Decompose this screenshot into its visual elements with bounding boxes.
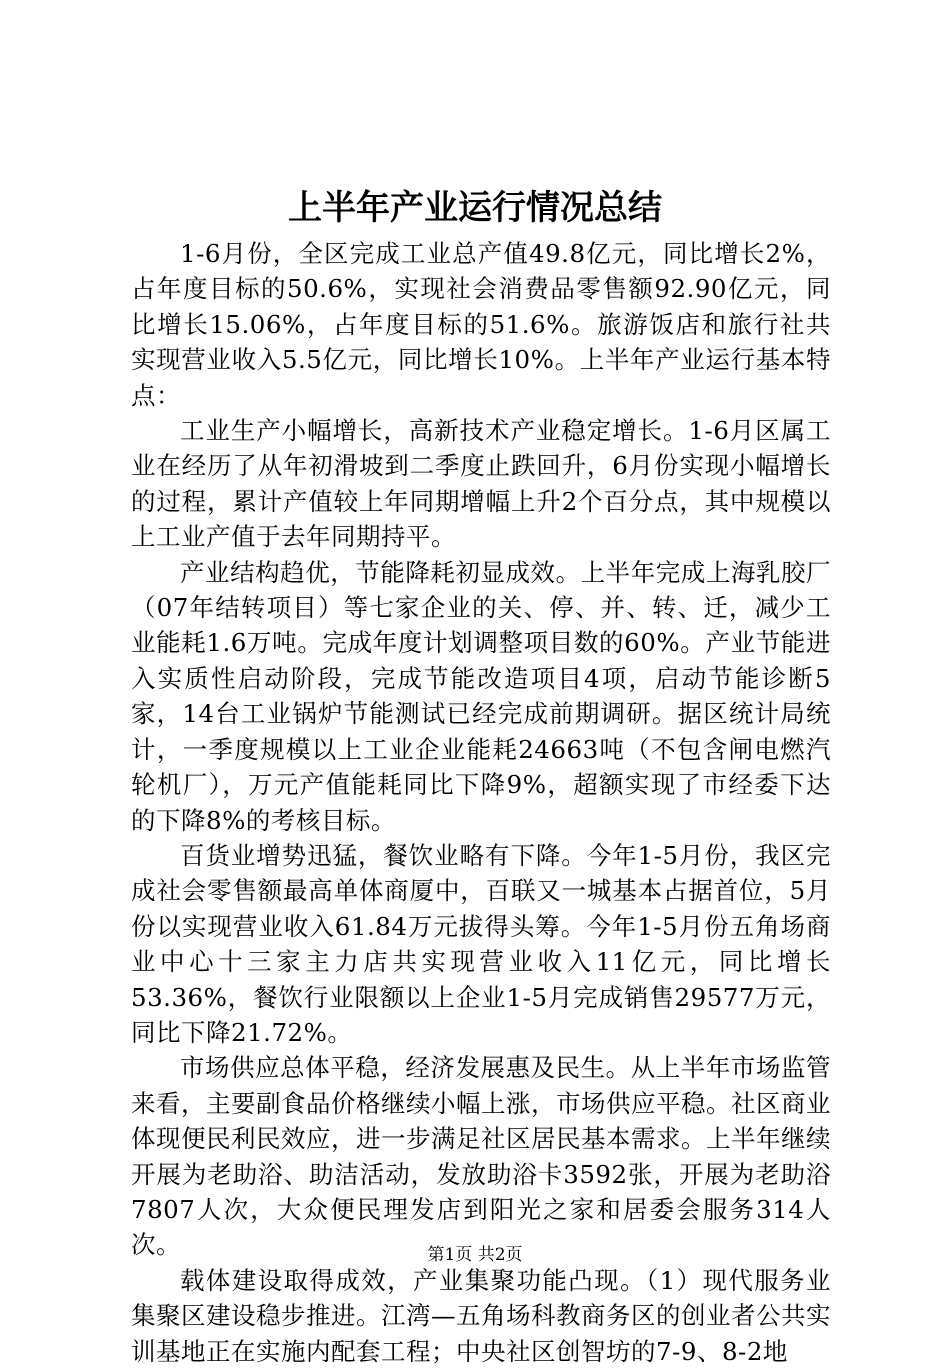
paragraph-industrial-production: 工业生产小幅增长，高新技术产业稳定增长。1-6月区属工业在经历了从年初滑坡到二季度止跌回升，6月份实现小幅增长的过程，累计产值较上年同期增幅上升2个百分点，其中规模以上工业产值于去年同期持平。	[131, 416, 831, 552]
page-number-footer: 第1页 共2页	[427, 1245, 523, 1265]
document-body	[131, 236, 831, 1369]
paragraph-market-supply: 市场供应总体平稳，经济发展惠及民生。从上半年市场监管来看，主要副食品价格继续小幅上涨，市场供应平稳。社区商业体现便民利民效应，进一步满足社区居民基本需求。上半年继续开展为老助浴、助洁活动，发放助浴卡3592张，开展为老助浴7807人次，大众便民理发店到阳光之家和居委会服务314人次。	[131, 1053, 831, 1260]
document-title: 上半年产业运行情况总结	[288, 188, 662, 228]
paragraph-industrial-structure: 产业结构趋优，节能降耗初显成效。上半年完成上海乳胶厂（07年结转项目）等七家企业的关、停、并、转、迁，减少工业能耗1.6万吨。完成年度计划调整项目数的60%。产业节能进入实质性启动阶段，完成节能改造项目4项，启动节能诊断5家，14台工业锅炉节能测试已经完成前期调研。据区统计局统计，一季度规模以上工业企业能耗24663吨（不包含闸电燃汽轮机厂），万元产值能耗同比下降9%，超额实现了市经委下达的下降8%的考核目标。	[131, 557, 831, 835]
paragraph-retail: 百货业增势迅猛，餐饮业略有下降。今年1-5月份，我区完成社会零售额最高单体商厦中，百联又一城基本占据首位，5月份以实现营业收入61.84万元拔得头筹。今年1-5月份五角场商业中心十三家主力店共实现营业收入11亿元，同比增长53.36%，餐饮行业限额以上企业1-5月完成销售29577万元，同比下降21.72%。	[131, 840, 831, 1047]
paragraph-carrier-construction: 载体建设取得成效，产业集聚功能凸现。（1）现代服务业集聚区建设稳步推进。江湾—五角场科教商务区的创业者公共实训基地正在实施内配套工程；中央社区创智坊的7-9、8-2地	[131, 1265, 831, 1366]
paragraph-summary: 1-6月份，全区完成工业总产值49.8亿元，同比增长2%，占年度目标的50.6%，实现社会消费品零售额92.90亿元，同比增长15.06%，占年度目标的51.6%。旅游饭店和旅行社共实现营业收入5.5亿元，同比增长10%。上半年产业运行基本特点：	[131, 239, 831, 410]
